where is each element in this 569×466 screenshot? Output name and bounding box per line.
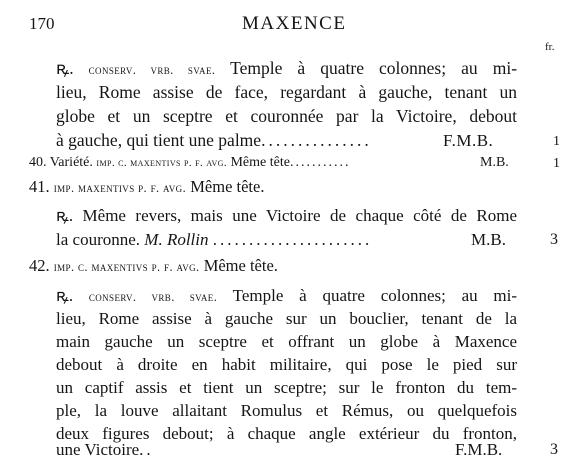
entry-text-line: main gauche un sceptre et offrant un globe à Maxence: [56, 332, 517, 351]
entry-text-line: debout à droite en habit militaire, qui pose le pied sur: [56, 355, 517, 374]
rarity-mark: F.M.B.: [443, 131, 494, 150]
variant-label: Variété.: [49, 155, 93, 170]
entry-line-40: [29, 156, 350, 170]
entry-number: 42.: [29, 256, 50, 275]
entry-reverse-line: [56, 287, 517, 304]
reverse-mark: ꝶ.: [56, 206, 74, 225]
entry-line-41: [29, 179, 264, 196]
dot-leader: ...............: [261, 130, 372, 150]
entry-text: à gauche, qui tient une palme: [56, 130, 262, 150]
reverse-mark: ꝶ.: [56, 286, 74, 305]
entry-reverse-line: [56, 207, 517, 224]
obverse-text: Même tête.: [203, 256, 278, 275]
entry-number: 40.: [29, 155, 47, 170]
entry-text-line: [56, 132, 372, 150]
reverse-mark: ꝶ.: [56, 58, 74, 78]
obverse-legend: imp. c. maxentivs p. f. avg.: [96, 157, 227, 169]
price-value: 1: [553, 156, 560, 171]
price-column-label: fr.: [545, 41, 555, 53]
source-name: M. Rollin: [144, 230, 209, 249]
entry-text-line: [56, 441, 154, 458]
entry-text-line: deux figures debout; à chaque angle extérieur du fronton,: [56, 424, 517, 443]
obverse-text: Même tête.: [190, 177, 265, 196]
dot-leader: ..: [139, 440, 154, 459]
running-title: MAXENCE: [242, 13, 347, 34]
reverse-text: Temple à quatre colonnes; au mi-: [232, 286, 518, 305]
reverse-legend: conserv. vrb. svae.: [88, 290, 218, 304]
reverse-text: Même revers, mais une Victoire de chaque côté de Rome: [82, 206, 517, 225]
entry-text-line: lieu, Rome assise à gauche sur un bouclier, tenant de la: [56, 309, 517, 328]
entry-text: une Victoire: [56, 440, 140, 459]
price-value: 3: [550, 231, 558, 248]
reverse-legend: conserv. vrb. svae.: [88, 63, 216, 77]
dot-leader: ...........: [289, 155, 351, 170]
obverse-legend: imp. maxentivs p. f. avg.: [53, 181, 187, 195]
obverse-legend: imp. c. maxentivs p. f. avg.: [53, 260, 200, 274]
entry-text-line: ple, la louve allaitant Romulus et Rémus, ou quelquefois: [56, 401, 517, 420]
entry-text-line: globe et un sceptre et couronnée par la Victoire, debout: [56, 106, 517, 126]
obverse-text: Même tête: [230, 155, 290, 170]
dot-leader: ......................: [212, 230, 373, 249]
page-number: 170: [29, 14, 55, 33]
entry-number: 41.: [29, 177, 50, 196]
entry-text-line: [56, 231, 372, 248]
entry-text-line: lieu, Rome assise de face, regardant à gauche, tenant un: [56, 82, 517, 102]
entry-text: la couronne.: [56, 230, 141, 249]
reverse-text: Temple à quatre colonnes; au mi-: [230, 58, 518, 78]
entry-text-line: un captif assis et tient un sceptre; sur le fronton du tem-: [56, 378, 517, 397]
price-value: 3: [550, 441, 558, 458]
rarity-mark: F.M.B.: [455, 440, 503, 459]
rarity-mark: M.B.: [471, 230, 506, 249]
price-value: 1: [553, 134, 560, 149]
entry-reverse-line: [56, 60, 517, 78]
rarity-mark: M.B.: [480, 155, 509, 170]
entry-line-42: [29, 258, 278, 275]
